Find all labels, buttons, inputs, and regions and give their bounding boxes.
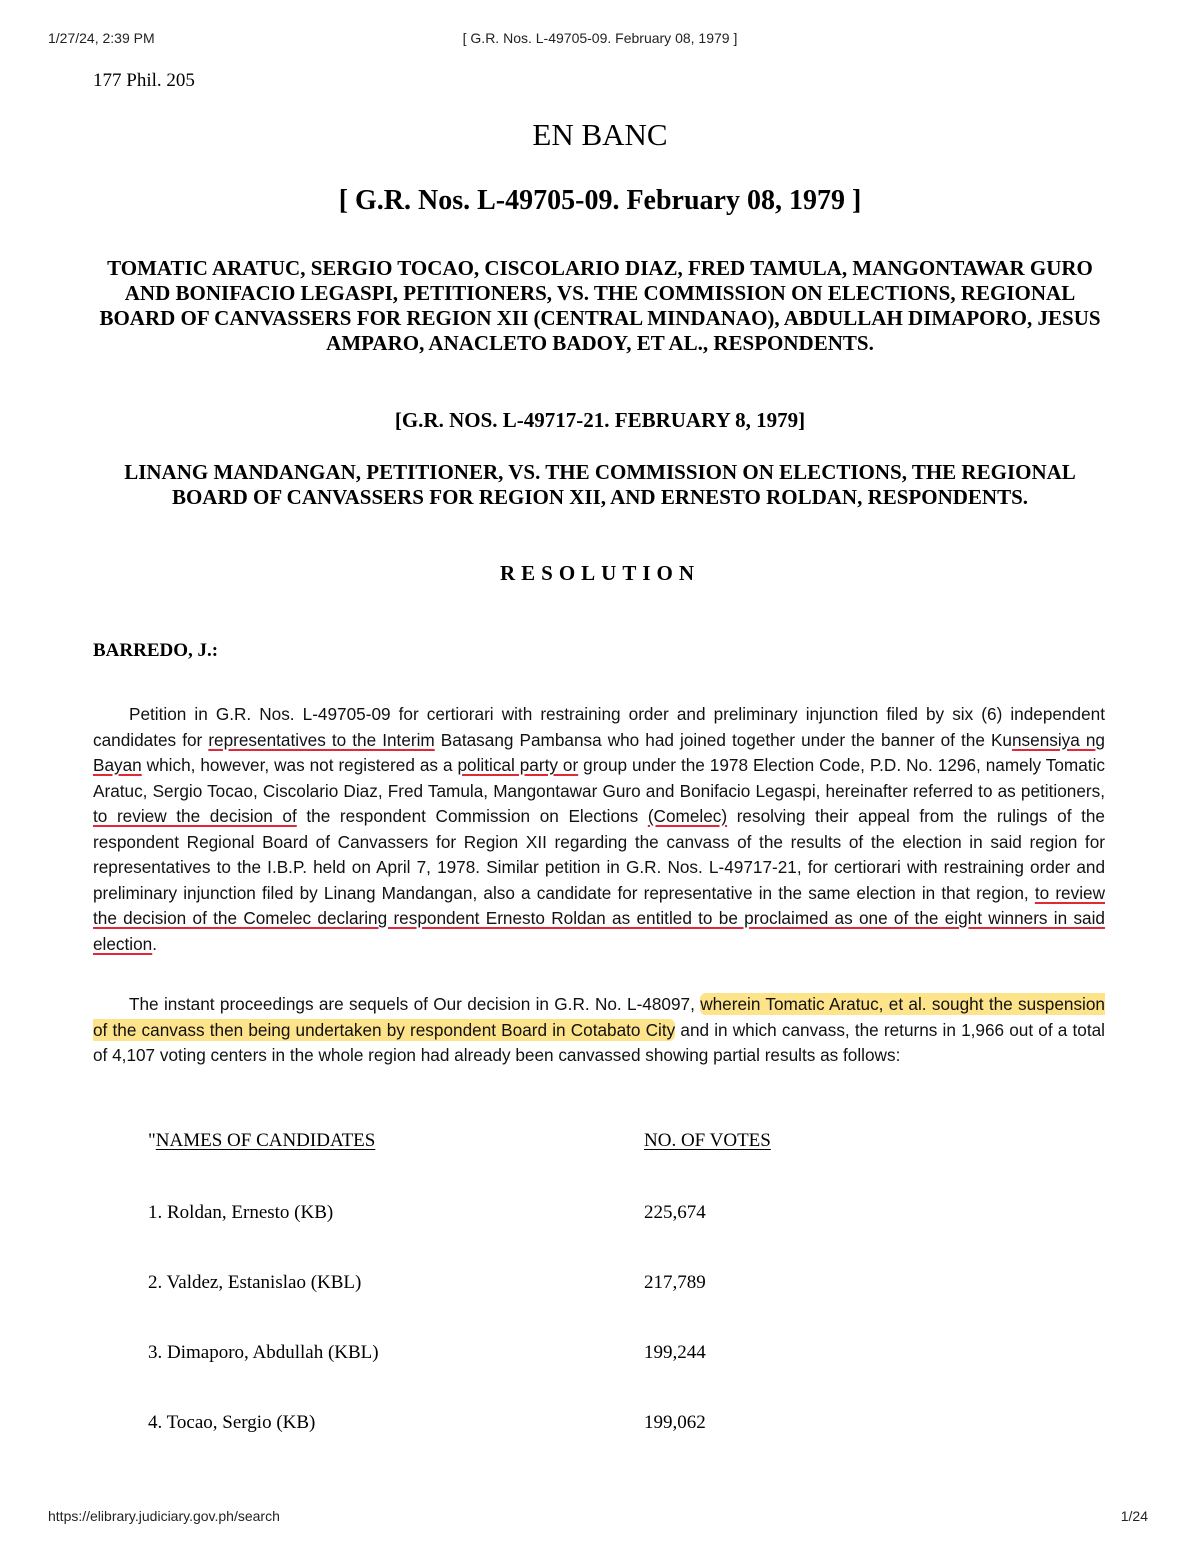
table-row-name: 2. Valdez, Estanislao (KBL) — [148, 1272, 362, 1293]
table-row-name: 3. Dimaporo, Abdullah (KBL) — [148, 1342, 379, 1363]
case-parties-1: TOMATIC ARATUC, SERGIO TOCAO, CISCOLARIO DIAZ, FRED TAMULA, MANGONTAWAR GURO AND BONIFACIO LEGASPI, PETITIONERS, VS. THE COMMISSION ON ELECTIONS, REGIONAL BOARD OF CANVASSERS FOR REGION XII (CENTRAL MINDANAO), ABDULLAH DIMAPORO, JESUS AMPARO, ANACLETO BADOY, ET AL., RESPONDENTS. — [99, 256, 1101, 355]
annotation-underline: political party or — [457, 755, 579, 775]
case-number-2: [G.R. NOS. L-49717-21. FEBRUARY 8, 1979] — [394, 408, 806, 432]
print-url: https://elibrary.judiciary.gov.ph/search — [48, 1508, 280, 1524]
table-row-votes: 199,062 — [644, 1412, 706, 1433]
table-row-name: 4. Tocao, Sergio (KB) — [148, 1412, 316, 1433]
citation: 177 Phil. 205 — [93, 70, 195, 91]
table-row-votes: 225,674 — [644, 1202, 706, 1223]
print-datetime: 1/27/24, 2:39 PM — [48, 30, 155, 46]
annotation-underline: (Comelec) — [647, 806, 728, 826]
print-page-title: [ G.R. Nos. L-49705-09. February 08, 1979 ] — [462, 30, 738, 46]
annotation-highlight: wherein Tomatic Aratuc, et al. sought the suspension of the canvass then being undertaken by respondent Board in Cotabato City — [93, 994, 1105, 1040]
case-parties-2: LINANG MANDANGAN, PETITIONER, VS. THE COMMISSION ON ELECTIONS, THE REGIONAL BOARD OF CANVASSERS FOR REGION XII, AND ERNESTO ROLDAN, RESPONDENTS. — [124, 460, 1076, 509]
annotation-underline: representatives to the Interim — [208, 729, 435, 750]
table-row-votes: 199,244 — [644, 1342, 706, 1363]
votes-table — [148, 1130, 948, 1450]
page-number: 1/24 — [1120, 1508, 1148, 1524]
paragraph-2: The instant proceedings are sequels of Our decision in G.R. No. L-48097, wherein Tomatic Aratuc, et al. sought the suspension of the canvass then being undertaken by respondent Board in Cotabato City and in which canvass, the returns in 1,966 out of a total of 4,107 voting centers in the whole region had already been canvassed showing partial results as follows: — [93, 994, 1105, 1065]
case-number: [ G.R. Nos. L-49705-09. February 08, 1979 ] — [338, 185, 862, 216]
table-row-votes: 217,789 — [644, 1272, 706, 1293]
paragraph-1: Petition in G.R. Nos. L-49705-09 for certiorari with restraining order and preliminary injunction filed by six (6) independent candidates for representatives to the Interim Batasang Pambansa who had joined together under the banner of the Kunsensiya ng Bayan which, however, was not registered as a political party or group under the 1978 Election Code, P.D. No. 1296, namely Tomatic Aratuc, Sergio Tocao, Ciscolario Diaz, Fred Tamula, Mangontawar Guro and Bonifacio Legaspi, hereinafter referred to as petitioners, to review the decision of the respondent Commission on Elections (Comelec) resolving their appeal from the rulings of the respondent Regional Board of Canvassers for Region XII regarding the canvass of the results of the election in said region for representatives to the I.B.P. held on April 7, 1978. Similar petition in G.R. Nos. L-49717-21, for certiorari with restraining order and preliminary injunction filed by Linang Mandangan, also a candidate for representative in the same election in that region, to review the decision of the Comelec declaring respondent Ernesto Roldan as entitled to be proclaimed as one of the eight winners in said election. — [93, 704, 1105, 954]
division-heading: EN BANC — [532, 117, 668, 152]
table-row-name: 1. Roldan, Ernesto (KB) — [148, 1202, 334, 1223]
annotation-underline: to review the decision of — [93, 806, 297, 826]
document-type-heading: RESOLUTION — [499, 561, 701, 585]
table-header-candidates: "NAMES OF CANDIDATES — [148, 1130, 376, 1151]
annotation-underline: to review the decision of the Comelec declaring respondent Ernesto Roldan as entitled to be proclaimed as one of the eight winners in said election — [93, 882, 1105, 954]
table-header-votes: NO. OF VOTES — [644, 1130, 771, 1151]
annotation-underline: nsensiya ng Bayan — [93, 729, 1105, 775]
ponente: BARREDO, J.: — [93, 640, 219, 661]
